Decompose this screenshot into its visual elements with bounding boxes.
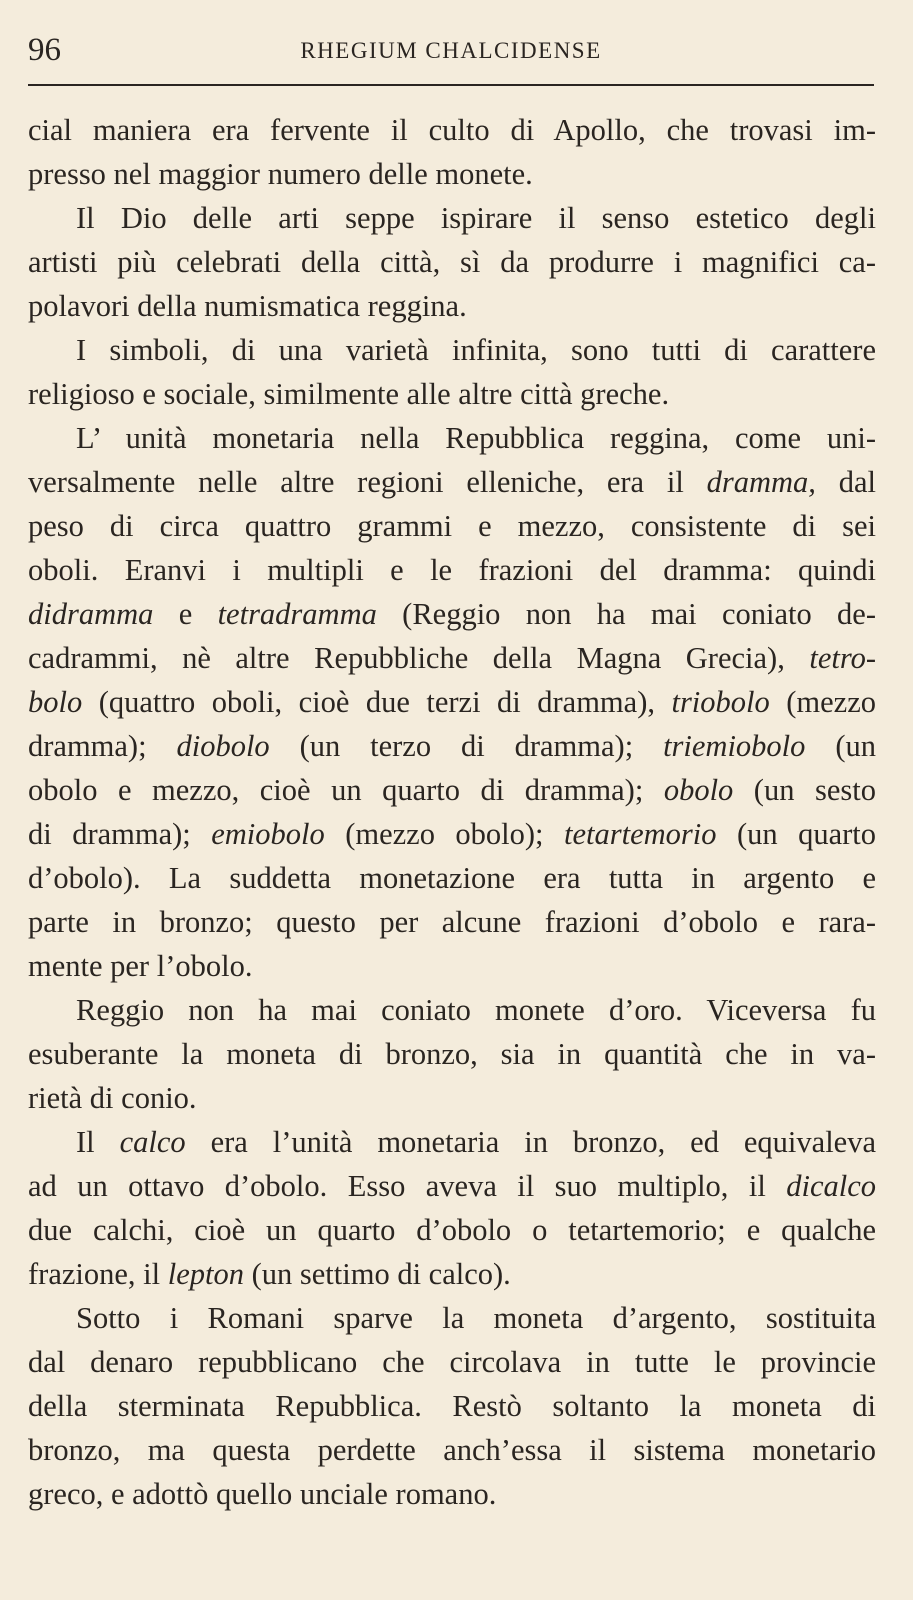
text-line: dramma); diobolo (un terzo di dramma); triemiobolo (un (28, 729, 876, 763)
text-line: greco, e adottò quello unciale romano. (28, 1477, 497, 1511)
text-line: di dramma); emiobolo (mezzo obolo); tetartemorio (un quarto (28, 817, 876, 851)
text-line: didramma e tetradramma (Reggio non ha mai coniato de- (28, 597, 876, 631)
text-line: Il calco era l’unità monetaria in bronzo, ed equivaleva (76, 1125, 876, 1159)
text-line: d’obolo). La suddetta monetazione era tutta in argento e (28, 861, 876, 895)
text-line: versalmente nelle altre regioni elleniche, era il dramma, dal (28, 465, 876, 499)
text-line: presso nel maggior numero delle monete. (28, 157, 533, 191)
text-line: ad un ottavo d’obolo. Esso aveva il suo multiplo, il dicalco (28, 1169, 876, 1203)
text-line: Il Dio delle arti seppe ispirare il senso estetico degli (76, 201, 876, 235)
text-line: dal denaro repubblicano che circolava in tutte le provincie (28, 1345, 876, 1379)
text-line: Reggio non ha mai coniato monete d’oro. Viceversa fu (76, 993, 876, 1027)
text-line: peso di circa quattro grammi e mezzo, consistente di sei (28, 509, 876, 543)
text-line: L’ unità monetaria nella Repubblica reggina, come uni- (76, 421, 876, 455)
text-line: oboli. Eranvi i multipli e le frazioni del dramma: quindi (28, 553, 876, 587)
text-line: mente per l’obolo. (28, 949, 253, 983)
text-line: frazione, il lepton (un settimo di calco). (28, 1257, 511, 1291)
text-line: parte in bronzo; questo per alcune frazioni d’obolo e rara- (28, 905, 876, 939)
page-header (28, 30, 874, 80)
running-title: RHEGIUM CHALCIDENSE (300, 38, 602, 63)
text-line: esuberante la moneta di bronzo, sia in quantità che in va- (28, 1037, 876, 1071)
header-rule (28, 84, 874, 86)
text-line: artisti più celebrati della città, sì da produrre i magnifici ca- (28, 245, 876, 279)
text-line: bronzo, ma questa perdette anch’essa il sistema monetario (28, 1433, 876, 1467)
text-line: due calchi, cioè un quarto d’obolo o tetartemorio; e qualche (28, 1213, 876, 1247)
text-line: Sotto i Romani sparve la moneta d’argento, sostituita (76, 1301, 876, 1335)
text-line: polavori della numismatica reggina. (28, 289, 467, 323)
text-line: obolo e mezzo, cioè un quarto di dramma); obolo (un sesto (28, 773, 876, 807)
text-line: religioso e sociale, similmente alle altre città greche. (28, 377, 670, 411)
text-line: cadrammi, nè altre Repubbliche della Magna Grecia), tetro- (28, 641, 876, 675)
text-line: della sterminata Repubblica. Restò soltanto la moneta di (28, 1389, 876, 1423)
text-line: rietà di conio. (28, 1081, 197, 1115)
text-line: bolo (quattro oboli, cioè due terzi di dramma), triobolo (mezzo (28, 685, 876, 719)
text-line: I simboli, di una varietà infinita, sono tutti di carattere (76, 333, 876, 367)
body-text (28, 108, 876, 1516)
page-number: 96 (28, 32, 61, 68)
text-line: cial maniera era fervente il culto di Apollo, che trovasi im- (28, 113, 876, 147)
